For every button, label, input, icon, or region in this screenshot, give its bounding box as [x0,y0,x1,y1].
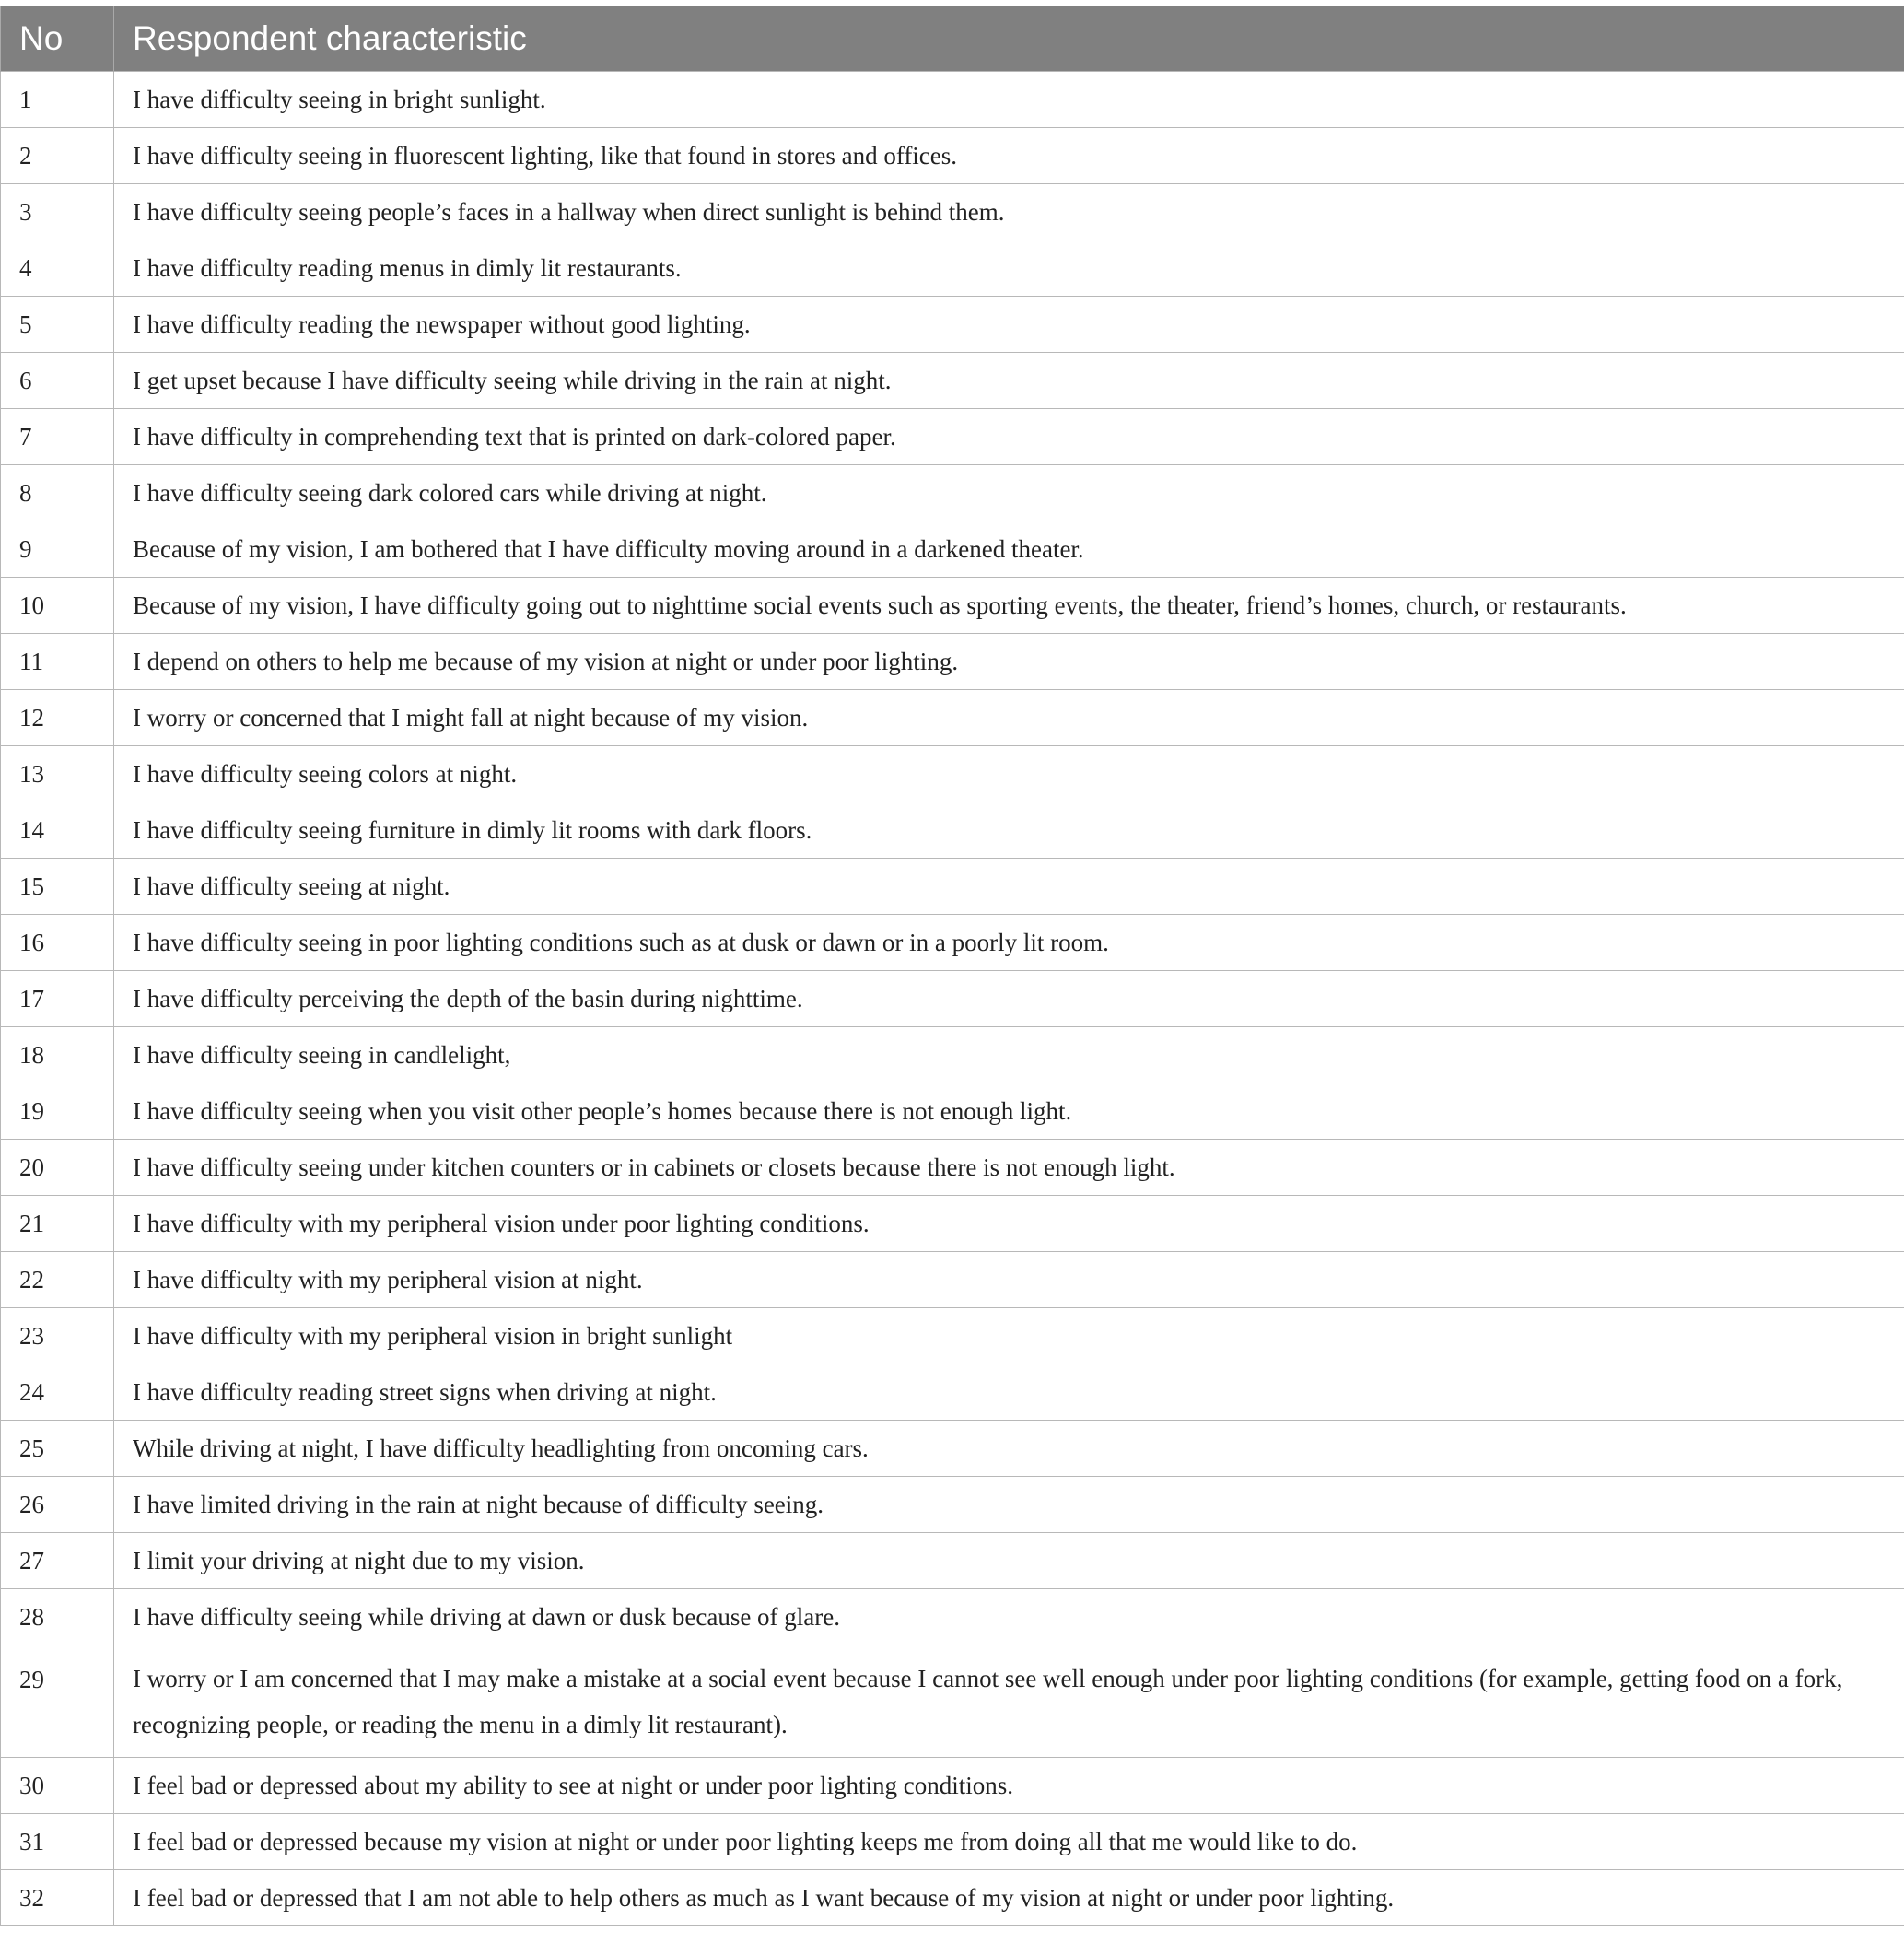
table-row [1,859,1904,915]
row-number: 31 [1,1814,114,1870]
table-row [1,578,1904,634]
questionnaire-table-container [0,6,1904,1926]
table-row [1,1870,1904,1926]
row-number: 16 [1,915,114,971]
row-number: 23 [1,1308,114,1364]
table-row [1,1421,1904,1477]
row-number: 2 [1,128,114,184]
row-characteristic: I worry or I am concerned that I may make a mistake at a social event because I cannot see well enough under poor lighting conditions (for example, getting food on a fork, recognizing people, or reading the menu in a dimly lit restaurant). [114,1645,1904,1758]
row-number: 30 [1,1758,114,1814]
table-row [1,1364,1904,1421]
row-number: 15 [1,859,114,915]
row-characteristic: I have difficulty seeing in fluorescent lighting, like that found in stores and offices. [114,128,1904,184]
row-characteristic: I feel bad or depressed that I am not able to help others as much as I want because of my vision at night or under poor lighting. [114,1870,1904,1926]
table-row [1,1083,1904,1140]
table-row [1,1140,1904,1196]
row-number: 14 [1,802,114,859]
row-characteristic: I have difficulty reading menus in dimly lit restaurants. [114,240,1904,297]
row-characteristic: I have difficulty seeing in bright sunlight. [114,72,1904,128]
row-number: 19 [1,1083,114,1140]
questionnaire-table [0,6,1904,1926]
table-header-row [1,6,1904,72]
row-number: 5 [1,297,114,353]
row-number: 10 [1,578,114,634]
row-number: 8 [1,465,114,521]
row-number: 25 [1,1421,114,1477]
table-row [1,1252,1904,1308]
header-characteristic: Respondent characteristic [114,6,1904,72]
row-characteristic: Because of my vision, I am bothered that I have difficulty moving around in a darkened theater. [114,521,1904,578]
row-characteristic: I have difficulty seeing in candlelight, [114,1027,1904,1083]
row-characteristic: I have difficulty seeing furniture in dimly lit rooms with dark floors. [114,802,1904,859]
row-number: 9 [1,521,114,578]
row-characteristic: I have difficulty seeing dark colored cars while driving at night. [114,465,1904,521]
row-characteristic: I have difficulty seeing colors at night. [114,746,1904,802]
row-characteristic: I limit your driving at night due to my vision. [114,1533,1904,1589]
row-number: 27 [1,1533,114,1589]
row-characteristic: I have difficulty in comprehending text that is printed on dark-colored paper. [114,409,1904,465]
table-row [1,521,1904,578]
row-characteristic: I have difficulty perceiving the depth of the basin during nighttime. [114,971,1904,1027]
table-row [1,240,1904,297]
row-number: 24 [1,1364,114,1421]
row-characteristic: I have difficulty seeing people’s faces in a hallway when direct sunlight is behind them. [114,184,1904,240]
table-row [1,690,1904,746]
table-row [1,128,1904,184]
table-row [1,1533,1904,1589]
row-characteristic: I have difficulty reading the newspaper without good lighting. [114,297,1904,353]
row-characteristic: I worry or concerned that I might fall at night because of my vision. [114,690,1904,746]
table-row [1,1196,1904,1252]
table-row [1,297,1904,353]
row-characteristic: I have difficulty seeing at night. [114,859,1904,915]
table-row [1,1758,1904,1814]
row-number: 20 [1,1140,114,1196]
row-characteristic: I have difficulty with my peripheral vision in bright sunlight [114,1308,1904,1364]
row-characteristic: I get upset because I have difficulty seeing while driving in the rain at night. [114,353,1904,409]
row-characteristic: Because of my vision, I have difficulty going out to nighttime social events such as sporting events, the theater, friend’s homes, church, or restaurants. [114,578,1904,634]
row-number: 4 [1,240,114,297]
row-characteristic: I have limited driving in the rain at night because of difficulty seeing. [114,1477,1904,1533]
row-characteristic: I have difficulty seeing when you visit other people’s homes because there is not enough light. [114,1083,1904,1140]
row-characteristic: I have difficulty seeing while driving at dawn or dusk because of glare. [114,1589,1904,1645]
row-characteristic: I feel bad or depressed because my vision at night or under poor lighting keeps me from doing all that me would like to do. [114,1814,1904,1870]
table-row [1,1477,1904,1533]
row-characteristic: I depend on others to help me because of my vision at night or under poor lighting. [114,634,1904,690]
row-number: 32 [1,1870,114,1926]
table-row [1,1589,1904,1645]
row-characteristic: I feel bad or depressed about my ability to see at night or under poor lighting conditions. [114,1758,1904,1814]
row-characteristic: I have difficulty reading street signs when driving at night. [114,1364,1904,1421]
row-number: 28 [1,1589,114,1645]
table-row [1,1645,1904,1758]
table-body [1,72,1904,1926]
table-row [1,1027,1904,1083]
header-no: No [1,6,114,72]
table-row [1,72,1904,128]
row-characteristic: I have difficulty with my peripheral vision at night. [114,1252,1904,1308]
row-characteristic: While driving at night, I have difficulty headlighting from oncoming cars. [114,1421,1904,1477]
table-row [1,915,1904,971]
row-number: 17 [1,971,114,1027]
row-number: 21 [1,1196,114,1252]
row-number: 7 [1,409,114,465]
table-row [1,746,1904,802]
row-number: 22 [1,1252,114,1308]
row-number: 26 [1,1477,114,1533]
row-number: 1 [1,72,114,128]
table-row [1,184,1904,240]
table-row [1,353,1904,409]
table-row [1,465,1904,521]
table-row [1,802,1904,859]
row-characteristic: I have difficulty seeing in poor lighting conditions such as at dusk or dawn or in a poorly lit room. [114,915,1904,971]
row-characteristic: I have difficulty seeing under kitchen counters or in cabinets or closets because there is not enough light. [114,1140,1904,1196]
row-number: 13 [1,746,114,802]
table-row [1,1814,1904,1870]
row-number: 3 [1,184,114,240]
table-row [1,971,1904,1027]
table-row [1,1308,1904,1364]
row-number: 12 [1,690,114,746]
row-number: 6 [1,353,114,409]
table-row [1,409,1904,465]
row-number: 29 [1,1645,114,1758]
row-number: 11 [1,634,114,690]
row-number: 18 [1,1027,114,1083]
table-row [1,634,1904,690]
row-characteristic: I have difficulty with my peripheral vision under poor lighting conditions. [114,1196,1904,1252]
